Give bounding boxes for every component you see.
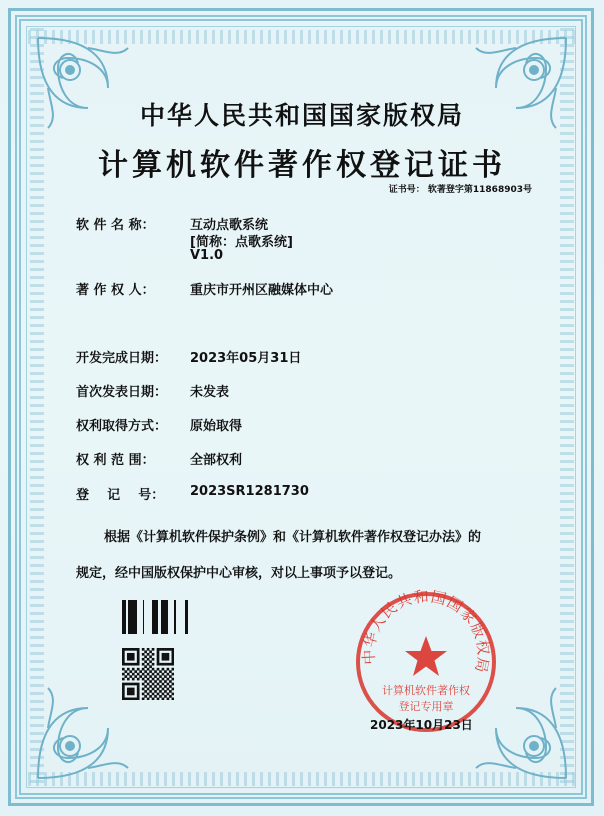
software-name-row <box>76 214 188 233</box>
qr-code <box>122 648 174 700</box>
copyright-holder-value: 重庆市开州区融媒体中心 <box>190 283 334 298</box>
seal-star-icon <box>405 636 447 676</box>
rights-scope-row <box>76 449 188 468</box>
development-date-label: 开发完成日期： <box>76 351 168 366</box>
rights-scope-label: 权 利 范 围： <box>76 453 155 468</box>
first-publication-label: 首次发表日期： <box>76 385 168 400</box>
acquisition-method-label: 权利取得方式： <box>76 419 168 434</box>
certificate-title: 计算机软件著作权登记证书 <box>98 148 506 183</box>
issue-date: 2023年10月23日 <box>370 718 473 732</box>
rights-scope-value: 全部权利 <box>190 453 243 468</box>
first-publication-value: 未发表 <box>190 385 230 400</box>
development-date-row <box>76 347 188 366</box>
statement-line-1: 根据《计算机软件保护条例》和《计算机软件著作权登记办法》的 <box>104 530 482 545</box>
certificate-number-label: 证书号： <box>388 185 425 195</box>
software-short-name: [简称：点歌系统] <box>190 235 293 250</box>
official-seal <box>352 588 500 736</box>
seal-inner-line-2: 登记专用章 <box>398 700 454 713</box>
software-version: V1.0 <box>190 248 224 263</box>
certificate-number <box>389 182 532 195</box>
registration-number-label: 登 记 号： <box>76 488 165 503</box>
copyright-holder-row <box>76 279 188 298</box>
certificate-number-value: 软著登字第11868903号 <box>427 185 532 195</box>
seal-ring-text: 中华人民共和国国家版权局 <box>359 588 493 676</box>
seal-inner-line-1: 计算机软件著作权 <box>382 684 470 697</box>
software-name-value: 互动点歌系统 <box>190 218 269 233</box>
software-name-label: 软 件 名 称： <box>76 218 155 233</box>
statement-line-2: 规定，经中国版权保护中心审核，对以上事项予以登记。 <box>76 566 402 581</box>
registration-number-value: 2023SR1281730 <box>190 484 309 499</box>
registration-number-row <box>76 484 188 503</box>
first-publication-row <box>76 381 188 400</box>
copyright-holder-label: 著 作 权 人： <box>76 283 155 298</box>
acquisition-method-value: 原始取得 <box>190 419 243 434</box>
development-date-value: 2023年05月31日 <box>190 351 302 366</box>
acquisition-method-row <box>76 415 188 434</box>
barcode <box>122 600 188 634</box>
issuer-title: 中华人民共和国国家版权局 <box>139 101 464 130</box>
